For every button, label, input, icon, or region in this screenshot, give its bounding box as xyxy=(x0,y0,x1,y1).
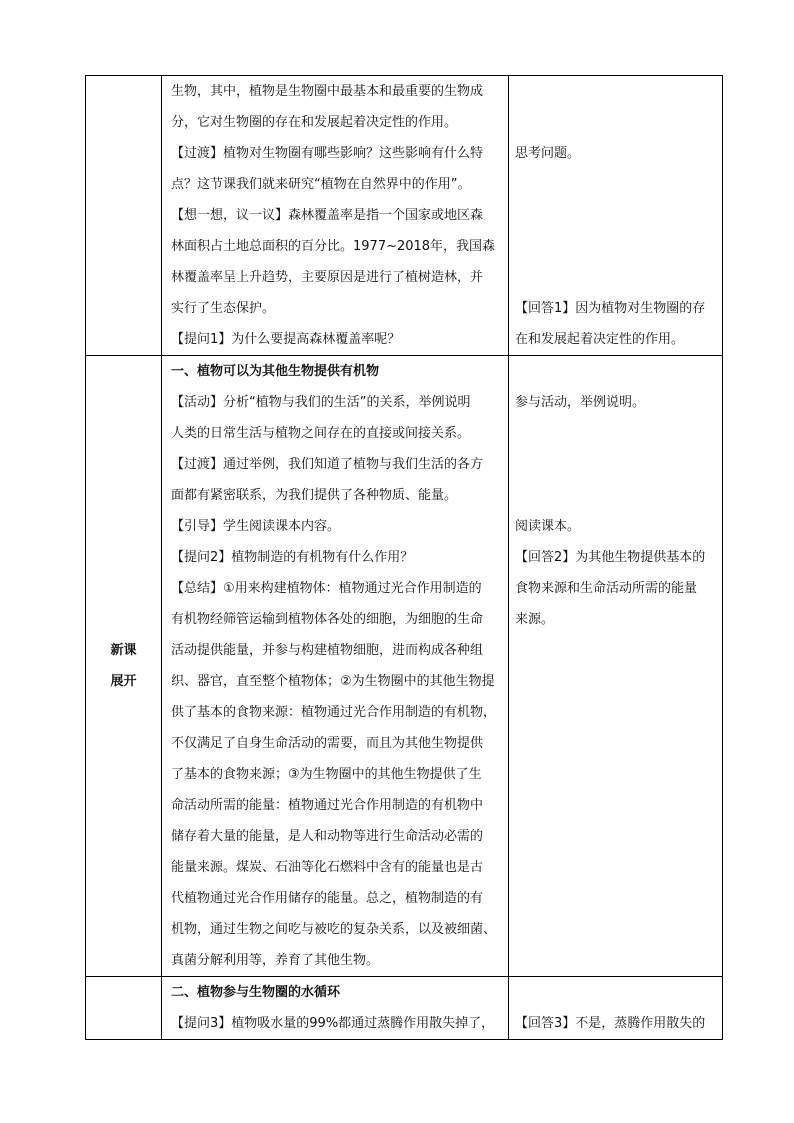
student-answer-1-line: 【回答1】因为植物对生物圈的存 xyxy=(515,301,706,316)
new-lesson-student-cell xyxy=(509,356,723,977)
section-heading-water-cycle: 二、植物参与生物圈的水循环 xyxy=(171,985,341,1000)
water-teacher-cell xyxy=(162,977,509,1040)
teacher-line: 有机物经筛管运输到植物体各处的细胞，为细胞的生命 xyxy=(171,612,484,627)
intro-teacher-line: 林面积占土地总面积的百分比。1977~2018年，我国森 xyxy=(171,239,496,254)
intro-teacher-line: 生物，其中，植物是生物圈中最基本和最重要的生物成 xyxy=(171,84,484,99)
teacher-line: 机物，通过生物之间吃与被吃的复杂关系，以及被细菌、 xyxy=(171,922,497,937)
teacher-line: 【过渡】通过举例，我们知道了植物与我们生活的各方 xyxy=(171,457,484,472)
teacher-line: 供了基本的食物来源：植物通过光合作用制造的有机物， xyxy=(171,705,497,720)
intro-phase-cell xyxy=(86,76,162,356)
intro-phase-label xyxy=(86,200,161,231)
teacher-line: 储存着大量的能量，是人和动物等进行生命活动必需的 xyxy=(171,829,484,844)
intro-row xyxy=(86,76,723,356)
new-lesson-phase-cell xyxy=(86,356,162,977)
student-answer-1-line: 在和发展起着决定性的作用。 xyxy=(515,332,685,347)
teacher-line: 【提问2】植物制造的有机物有什么作用？ xyxy=(171,550,414,565)
teacher-line: 【总结】①用来构建植物体：植物通过光合作用制造的 xyxy=(171,581,482,596)
teacher-line: 【引导】学生阅读课本内容。 xyxy=(171,519,341,534)
section-heading-organic-matter: 一、植物可以为其他生物提供有机物 xyxy=(171,364,380,379)
intro-teacher-line: 实行了生态保护。 xyxy=(171,301,276,316)
new-lesson-teacher-cell xyxy=(162,356,509,977)
intro-teacher-cell xyxy=(162,76,509,356)
phase-label-line2: 展开 xyxy=(110,674,137,689)
water-student-cell xyxy=(509,977,723,1040)
teacher-line: 能量来源。煤炭、石油等化石燃料中含有的能量也是古 xyxy=(171,860,484,875)
teacher-question-3: 【提问3】植物吸水量的99%都通过蒸腾作用散失掉了， xyxy=(171,1016,495,1031)
teacher-line: 不仅满足了自身生命活动的需要，而且为其他生物提供 xyxy=(171,736,484,751)
teacher-line: 了基本的食物来源；③为生物圈中的其他生物提供了生 xyxy=(171,767,482,782)
student-activity-text: 参与活动，举例说明。 xyxy=(515,395,646,410)
teacher-line: 人类的日常生活与植物之间存在的直接或间接关系。 xyxy=(171,426,471,441)
teacher-line: 真菌分解利用等，养育了其他生物。 xyxy=(171,953,380,968)
lesson-plan-table xyxy=(85,75,723,1040)
water-cycle-row xyxy=(86,977,723,1040)
student-answer-2-line: 食物来源和生命活动所需的能量 xyxy=(515,581,698,596)
intro-teacher-line: 点？这节课我们就来研究“植物在自然界中的作用”。 xyxy=(171,177,471,192)
student-answer-2-line: 【回答2】为其他生物提供基本的 xyxy=(515,550,706,565)
student-read-text: 阅读课本。 xyxy=(515,519,581,534)
teacher-line: 织、器官，直至整个植物体；②为生物圈中的其他生物提 xyxy=(171,674,495,689)
intro-teacher-line: 【想一想，议一议】森林覆盖率是指一个国家或地区森 xyxy=(171,208,484,223)
intro-teacher-line: 【过渡】植物对生物圈有哪些影响？这些影响有什么特 xyxy=(171,146,484,161)
intro-teacher-line: 林覆盖率呈上升趋势，主要原因是进行了植树造林，并 xyxy=(171,270,484,285)
intro-teacher-line: 【提问1】为什么要提高森林覆盖率呢？ xyxy=(171,332,401,347)
intro-student-cell xyxy=(509,76,723,356)
teacher-line: 活动提供能量，并参与构建植物细胞，进而构成各种组 xyxy=(171,643,484,658)
new-lesson-row xyxy=(86,356,723,977)
phase-label-line1: 新课 xyxy=(110,643,137,658)
teacher-line: 代植物通过光合作用储存的能量。总之，植物制造的有 xyxy=(171,891,484,906)
teacher-line: 命活动所需的能量：植物通过光合作用制造的有机物中 xyxy=(171,798,484,813)
water-phase-cell xyxy=(86,977,162,1040)
water-phase-label xyxy=(86,993,161,1024)
student-think-text: 思考问题。 xyxy=(515,146,581,161)
intro-teacher-line: 分，它对生物圈的存在和发展起着决定性的作用。 xyxy=(171,115,458,130)
student-answer-3-line: 【回答3】不是，蒸腾作用散失的 xyxy=(515,1016,706,1031)
student-answer-2-line: 来源。 xyxy=(515,612,555,627)
teacher-line: 面都有紧密联系，为我们提供了各种物质、能量。 xyxy=(171,488,458,503)
teacher-line: 【活动】分析“植物与我们的生活”的关系，举例说明 xyxy=(171,395,471,410)
